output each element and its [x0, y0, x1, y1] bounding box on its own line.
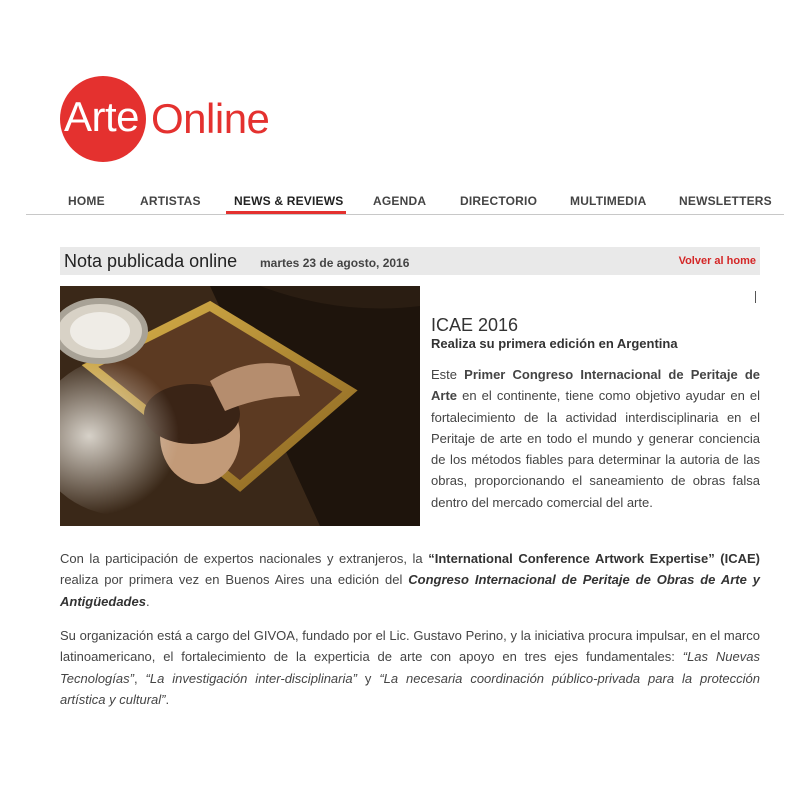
p2-text-c: realiza por primera vez en Buenos Aires una edición del: [60, 572, 409, 588]
p2-text-a: Con la participación de expertos nacionales y extranjeros, la: [60, 551, 429, 566]
article-paragraph-1: [431, 364, 760, 513]
p1-text-c: en el continente, tiene como objetivo ayudar en el fortalecimiento de la actividad interdisciplinaria en el Peritaje de arte en todo el mundo y generar conciencia de los métodos fiables para determinar la autoria de las obras, proporcionando el saneamiento de obras falsa dentro del mercado comercial del arte.: [431, 388, 760, 510]
back-home-link[interactable]: Volver al home: [678, 255, 756, 267]
nav-item-agenda[interactable]: AGENDA: [373, 194, 427, 208]
note-header-bar: [60, 247, 760, 275]
main-nav: [26, 188, 784, 215]
note-title: Nota publicada online: [64, 251, 238, 271]
nav-item-multimedia[interactable]: MULTIMEDIA: [570, 194, 647, 208]
nav-item-home[interactable]: HOME: [68, 194, 105, 208]
logo-online-text: Online: [151, 95, 270, 142]
nav-item-news-reviews[interactable]: NEWS & REVIEWS: [234, 194, 344, 208]
p3-text-g: .: [165, 691, 170, 707]
nav-item-directorio[interactable]: DIRECTORIO: [460, 194, 538, 208]
article-photo: [60, 286, 420, 526]
article-headline: ICAE 2016: [431, 315, 519, 335]
p3-text-a: Su organización está a cargo del GIVOA, fundado por el Lic. Gustavo Perino, y la iniciativa procura impulsar, en el marco latinoamericano, el fortalecimiento de la experticia de arte con apoyo en tres ejes fundamentales:: [60, 628, 760, 665]
p3-italic-tecnologias: “Las Nuevas Tecnologías”: [60, 649, 761, 686]
p1-text-a: Este: [431, 367, 465, 382]
p3-text-c: ,: [133, 670, 146, 686]
divider-tick: [755, 291, 756, 303]
p2-bold-icae: “International Conference Artwork Expertise” (ICAE): [428, 551, 761, 566]
note-date: martes 23 de agosto, 2016: [260, 256, 410, 270]
article-paragraph-2: [60, 548, 760, 612]
article-subhead: Realiza su primera edición en Argentina: [431, 336, 678, 351]
p3-italic-investigacion: “La investigación inter-disciplinaria”: [145, 670, 357, 686]
article-paragraph-3: [60, 625, 760, 710]
p2-bold-italic-congress: Congreso Internacional de Peritaje de Obras de Arte y Antigüedades: [60, 572, 760, 609]
nav-active-underline: [226, 211, 346, 214]
p1-bold-congress: Primer Congreso Internacional de Peritaje de Arte: [431, 367, 760, 404]
photo-illustration: [60, 286, 420, 526]
logo-circle: [60, 76, 146, 162]
nav-item-newsletters[interactable]: NEWSLETTERS: [679, 194, 772, 208]
logo-arte-text: Arte: [64, 93, 140, 140]
p3-text-e: y: [356, 670, 380, 686]
site-logo[interactable]: [60, 76, 269, 162]
p2-text-e: .: [145, 593, 150, 609]
nav-item-artistas[interactable]: ARTISTAS: [140, 194, 201, 208]
p3-italic-coordinacion: “La necesaria coordinación público-privada para la protección artística y cultural”: [60, 670, 761, 707]
